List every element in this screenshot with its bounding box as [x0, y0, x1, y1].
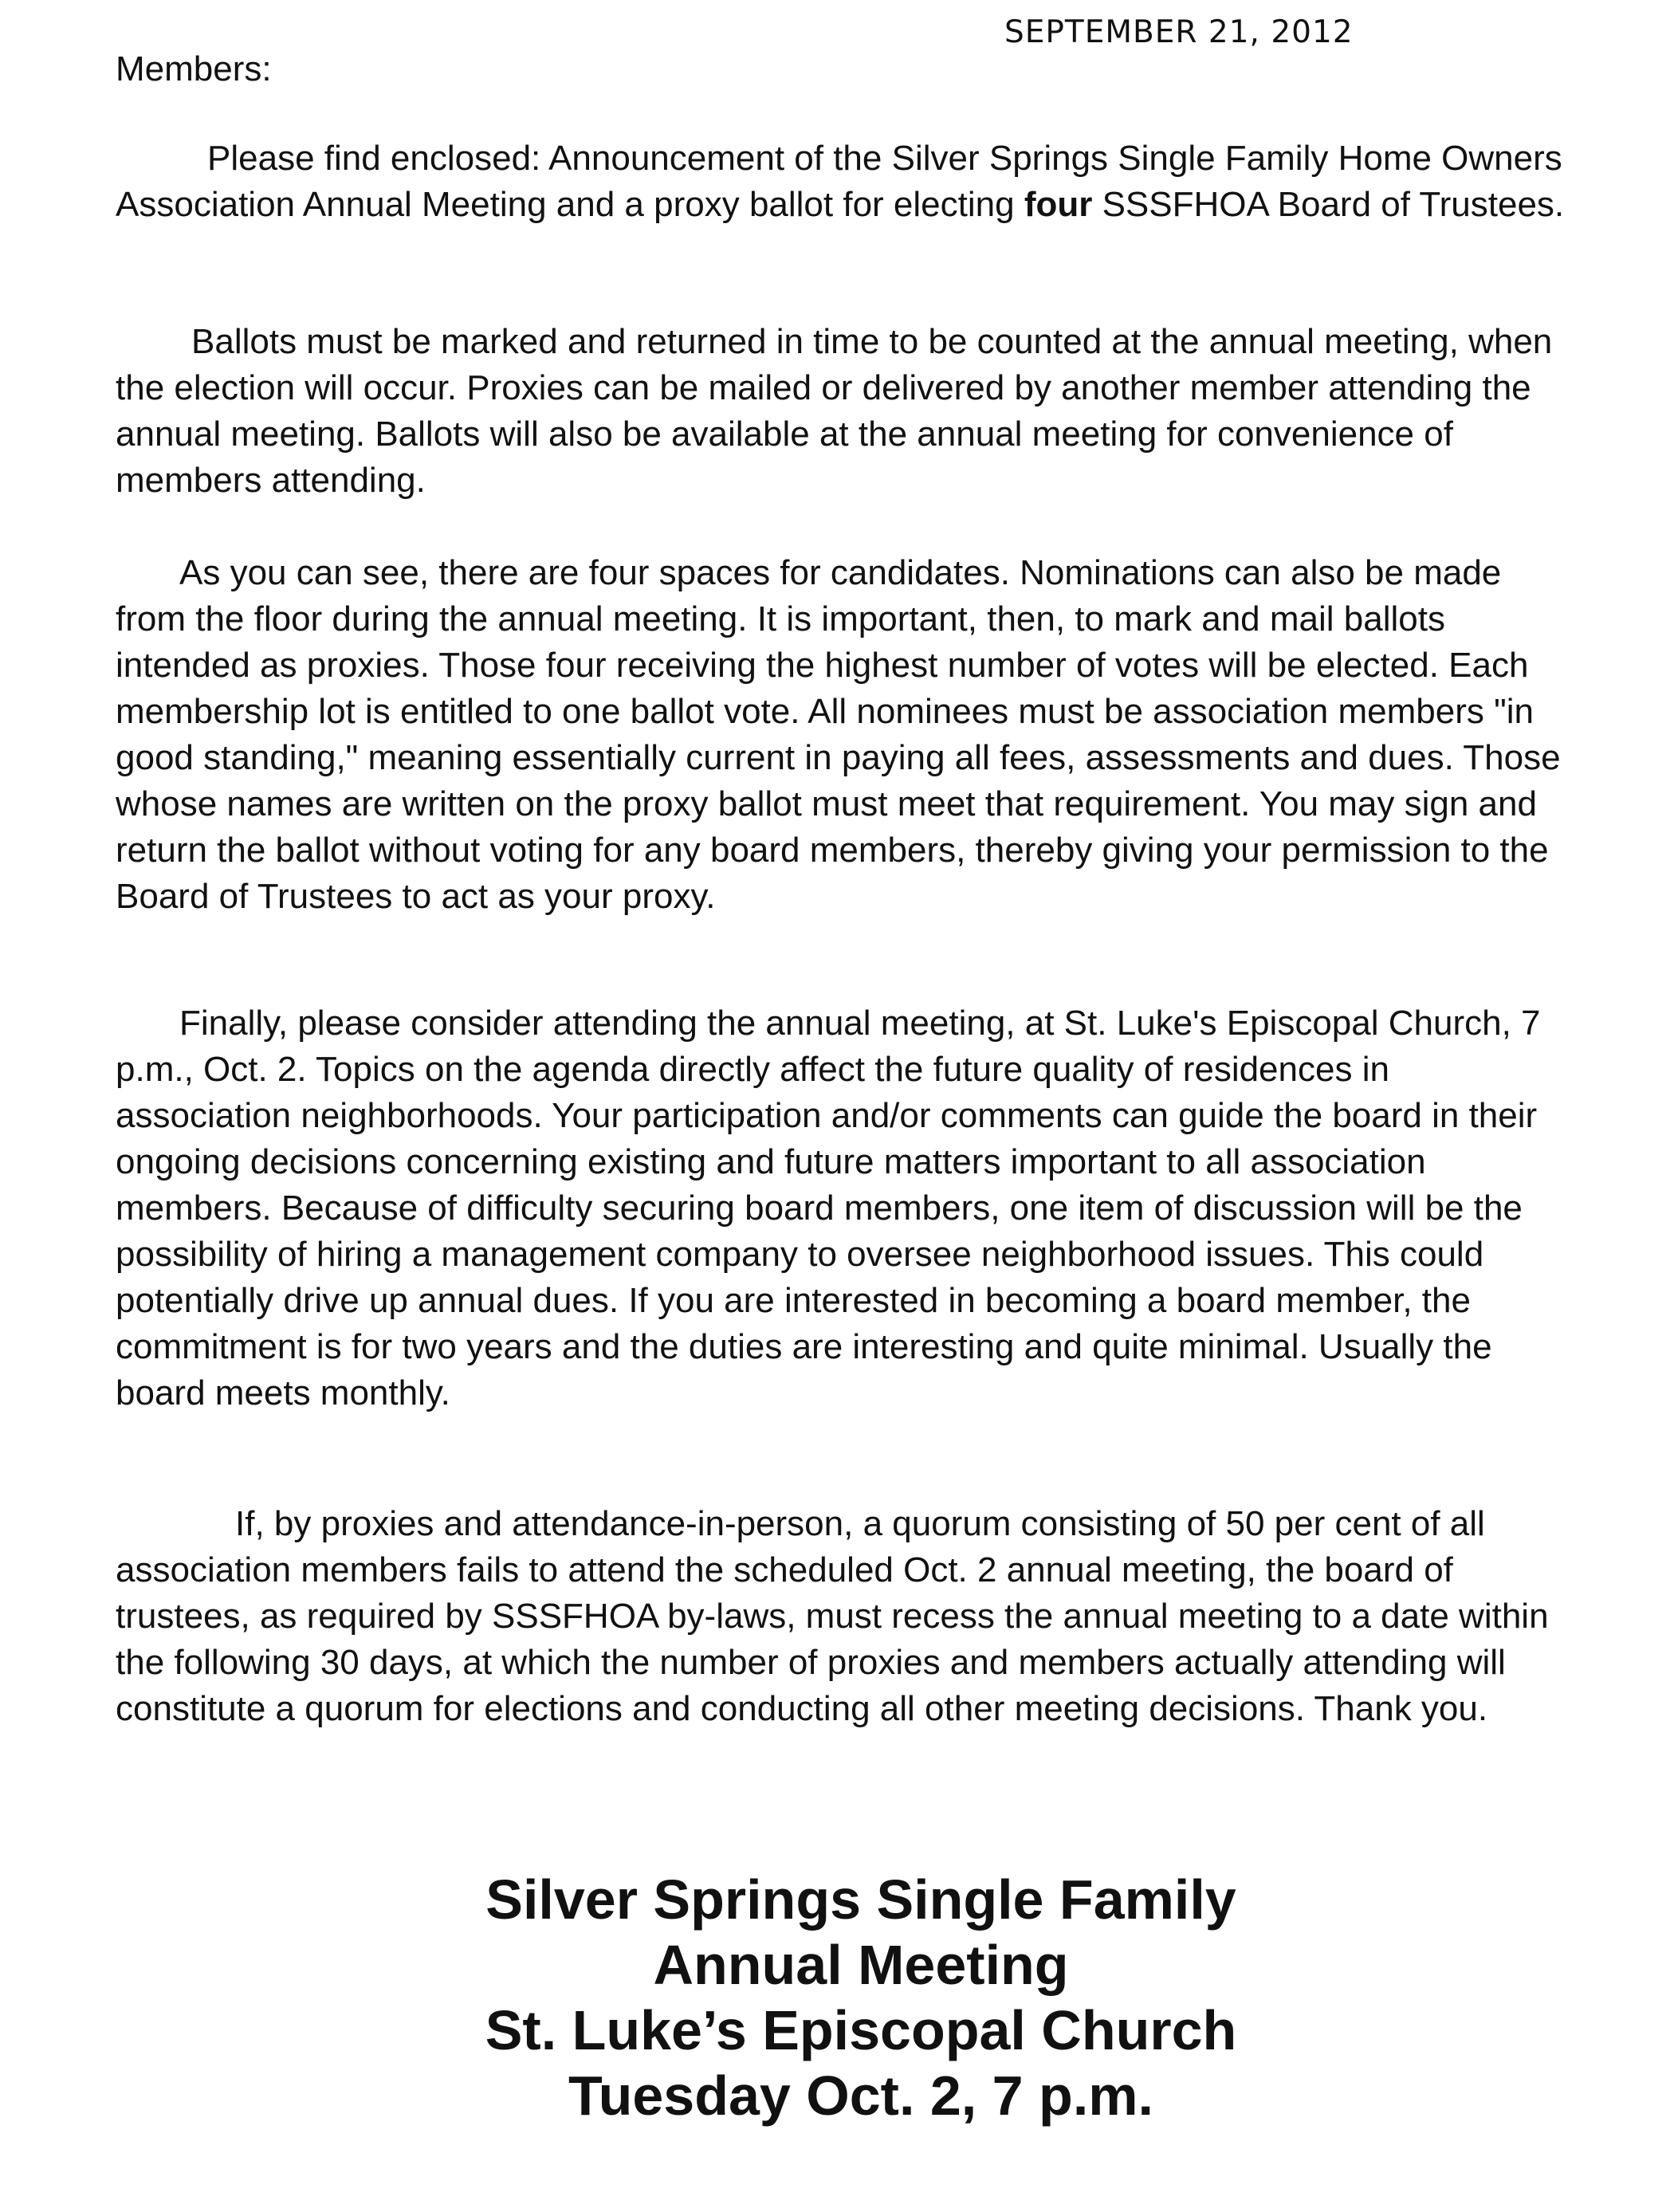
- letter-date: SEPTEMBER 21, 2012: [1004, 14, 1354, 50]
- paragraph-quorum: If, by proxies and attendance-in-person, a quorum consisting of 50 per cent of all association members fails to attend the scheduled Oct. 2 annual meeting, the board of trustees, as required by SSSFHOA by-laws, must recess the annual meeting to a date within the following 30 days, at which the number of proxies and members actually attending will constitute a quorum for elections and conducting all other meeting decisions. Thank you.: [116, 1504, 1549, 1728]
- announcement-venue: St. Luke’s Episcopal Church: [485, 1999, 1237, 2061]
- meeting-announcement: [0, 1867, 1674, 2128]
- paragraph-ballots: Ballots must be marked and returned in time to be counted at the annual meeting, when the election will occur. Proxies can be mailed or delivered by another member attending the annual meeting. Ballots will also be available at the annual meeting for convenience of members attending.: [116, 322, 1553, 500]
- emphasis-four: four: [1024, 185, 1093, 224]
- announcement-datetime: Tuesday Oct. 2, 7 p.m.: [568, 2065, 1153, 2127]
- paragraph-enclosures-tail: SSSFHOA Board of Trustees.: [1092, 185, 1565, 224]
- salutation: Members:: [116, 49, 272, 88]
- paragraph-candidates: As you can see, there are four spaces for candidates. Nominations can also be made from the floor during the annual meeting. It is important, then, to mark and mail ballots intended as proxies. Those four receiving the highest number of votes will be elected. Each membership lot is entitled to one ballot vote. All nominees must be association members "in good standing," meaning essentially current in paying all fees, assessments and dues. Those whose names are written on the proxy ballot must meet that requirement. You may sign and return the ballot without voting for any board members, thereby giving your permission to the Board of Trustees to act as your proxy.: [116, 553, 1561, 916]
- announcement-association: Silver Springs Single Family: [485, 1868, 1236, 1931]
- paragraph-attendance: Finally, please consider attending the annual meeting, at St. Luke's Episcopal Church, 7 p.m., Oct. 2. Topics on the agenda directly affect the future quality of residences in association neighborhoods. Your participation and/or comments can guide the board in their ongoing decisions concerning existing and future matters important to all association members. Because of difficulty securing board members, one item of discussion will be the possibility of hiring a management company to oversee neighborhood issues. This could potentially drive up annual dues. If you are interested in becoming a board member, the commitment is for two years and the duties are interesting and quite minimal. Usually the board meets monthly.: [116, 1004, 1541, 1412]
- paragraph-enclosures-text: Please find enclosed: Announcement of the Silver Springs Single Family Home Owners Association Annual Meeting and a proxy ballot for electing: [116, 139, 1562, 224]
- announcement-event: Annual Meeting: [653, 1934, 1069, 1996]
- paragraph-enclosures: [116, 136, 1566, 228]
